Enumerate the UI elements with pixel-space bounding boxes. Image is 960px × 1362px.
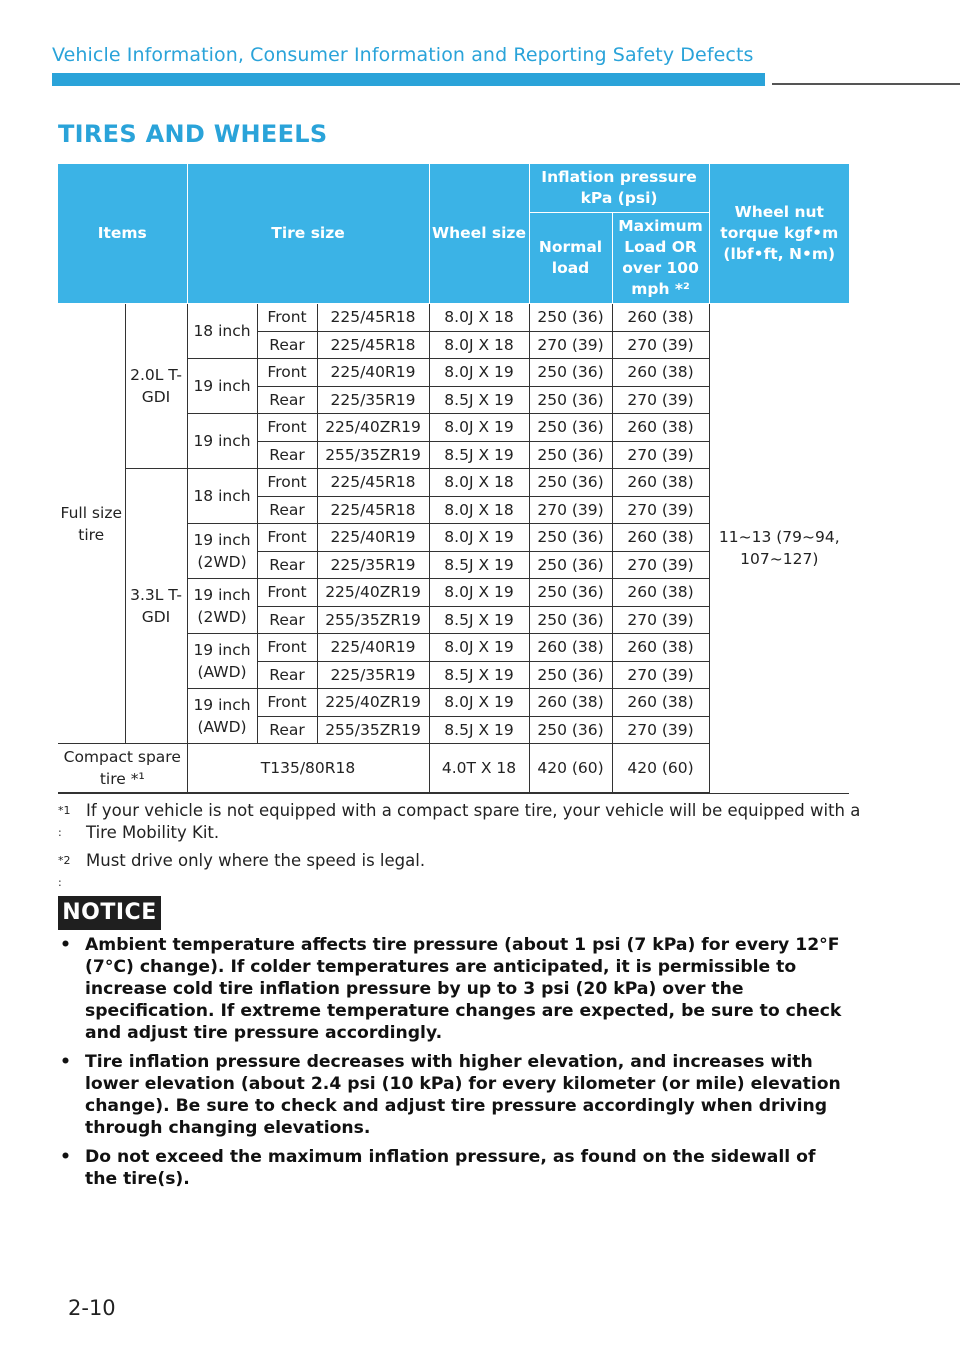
spare-tire-size: T135/80R18 — [187, 744, 429, 794]
wheel-size-group-label: 19 inch — [187, 359, 257, 414]
tire-size-value: 225/40R19 — [317, 359, 429, 387]
axle-position: Rear — [257, 441, 317, 469]
spare-wheel-size: 4.0T X 18 — [429, 744, 529, 794]
wheel-size-group-label: 19 inch — [187, 414, 257, 469]
header-wheel-nut-torque: Wheel nut torque kgf•m (lbf•ft, N•m) — [709, 164, 849, 304]
maximum-load-value: 260 (38) — [612, 634, 709, 662]
tire-size-value: 225/35R19 — [317, 661, 429, 689]
normal-load-value: 250 (36) — [529, 606, 612, 634]
page-number: 2-10 — [68, 1296, 116, 1320]
axle-position: Front — [257, 634, 317, 662]
header-tire-size: Tire size — [187, 164, 429, 304]
normal-load-value: 270 (39) — [529, 496, 612, 524]
axle-position: Rear — [257, 716, 317, 744]
bullet-icon: • — [60, 1052, 71, 1072]
wheel-size-value: 8.0J X 18 — [429, 496, 529, 524]
wheel-size-group-label: 18 inch — [187, 469, 257, 524]
wheel-size-group-label: 18 inch — [187, 304, 257, 359]
header-rule — [772, 83, 960, 85]
tire-wheel-spec-table — [58, 163, 849, 794]
normal-load-value: 250 (36) — [529, 304, 612, 332]
normal-load-value: 250 (36) — [529, 359, 612, 387]
normal-load-value: 260 (38) — [529, 689, 612, 717]
footnote-1-text: If your vehicle is not equipped with a compact spare tire, your vehicle will be equipped with a Tire Mobility Kit. — [86, 801, 861, 842]
maximum-load-value: 270 (39) — [612, 661, 709, 689]
maximum-load-value: 270 (39) — [612, 551, 709, 579]
wheel-size-value: 8.5J X 19 — [429, 386, 529, 414]
wheel-nut-torque-value: 11~13 (79~94, 107~127) — [709, 304, 849, 794]
normal-load-value: 260 (38) — [529, 634, 612, 662]
tire-size-value: 225/35R19 — [317, 386, 429, 414]
wheel-size-value: 8.0J X 18 — [429, 331, 529, 359]
notice-list — [58, 934, 848, 1197]
axle-position: Rear — [257, 606, 317, 634]
maximum-load-value: 260 (38) — [612, 469, 709, 497]
normal-load-value: 250 (36) — [529, 386, 612, 414]
wheel-size-value: 8.5J X 19 — [429, 716, 529, 744]
tire-size-value: 255/35ZR19 — [317, 441, 429, 469]
axle-position: Front — [257, 469, 317, 497]
wheel-size-value: 8.5J X 19 — [429, 661, 529, 689]
maximum-load-value: 270 (39) — [612, 716, 709, 744]
maximum-load-value: 260 (38) — [612, 359, 709, 387]
maximum-load-value: 270 (39) — [612, 606, 709, 634]
spec-table-body — [58, 304, 849, 794]
spare-normal-load: 420 (60) — [529, 744, 612, 794]
wheel-size-value: 8.0J X 19 — [429, 414, 529, 442]
wheel-size-group-label: 19 inch (AWD) — [187, 634, 257, 689]
normal-load-value: 250 (36) — [529, 716, 612, 744]
wheel-size-group-label: 19 inch (2WD) — [187, 579, 257, 634]
engine-label: 3.3L T-GDI — [125, 469, 187, 744]
normal-load-value: 250 (36) — [529, 524, 612, 552]
table-row — [58, 304, 849, 332]
footnote-2-text: Must drive only where the speed is legal. — [86, 851, 426, 870]
notice-item-text: Tire inflation pressure decreases with higher elevation, and increases with lower elevation (about 2.4 psi (10 kPa) for every kilometer (or mile) elevation change). Be sure to check and adjust tire pressure accordingly when driving through changing elevations. — [85, 1052, 841, 1138]
header-maximum-load: Maximum Load OR over 100 mph *² — [612, 213, 709, 304]
bullet-icon: • — [60, 935, 71, 955]
normal-load-value: 250 (36) — [529, 469, 612, 497]
spare-maximum-load: 420 (60) — [612, 744, 709, 794]
normal-load-value: 270 (39) — [529, 331, 612, 359]
tire-size-value: 225/45R18 — [317, 469, 429, 497]
normal-load-value: 250 (36) — [529, 579, 612, 607]
bullet-icon: • — [60, 1147, 71, 1167]
full-size-tire-label: Full size tire — [58, 304, 125, 744]
notice-item — [58, 1146, 848, 1190]
tire-size-value: 225/35R19 — [317, 551, 429, 579]
tire-size-value: 225/40R19 — [317, 524, 429, 552]
tire-size-value: 255/35ZR19 — [317, 716, 429, 744]
axle-position: Rear — [257, 496, 317, 524]
maximum-load-value: 270 (39) — [612, 441, 709, 469]
maximum-load-value: 270 (39) — [612, 331, 709, 359]
header-normal-load: Normal load — [529, 213, 612, 304]
axle-position: Front — [257, 359, 317, 387]
tire-size-value: 225/45R18 — [317, 331, 429, 359]
axle-position: Front — [257, 414, 317, 442]
notice-item — [58, 1051, 848, 1139]
wheel-size-value: 8.5J X 19 — [429, 551, 529, 579]
tire-size-value: 225/45R18 — [317, 304, 429, 332]
tire-size-value: 225/45R18 — [317, 496, 429, 524]
wheel-size-value: 8.0J X 19 — [429, 634, 529, 662]
wheel-size-value: 8.0J X 19 — [429, 359, 529, 387]
maximum-load-value: 260 (38) — [612, 689, 709, 717]
spare-tire-label: Compact spare tire *¹ — [58, 744, 187, 794]
engine-label: 2.0L T-GDI — [125, 304, 187, 469]
header-accent-bar — [52, 73, 765, 86]
maximum-load-value: 260 (38) — [612, 304, 709, 332]
normal-load-value: 250 (36) — [529, 661, 612, 689]
tire-size-value: 225/40ZR19 — [317, 579, 429, 607]
section-title: TIRES AND WHEELS — [58, 120, 328, 148]
wheel-size-value: 8.0J X 19 — [429, 689, 529, 717]
notice-item-text: Do not exceed the maximum inflation pressure, as found on the sidewall of the tire(s). — [85, 1147, 816, 1189]
axle-position: Front — [257, 579, 317, 607]
axle-position: Rear — [257, 661, 317, 689]
maximum-load-value: 260 (38) — [612, 579, 709, 607]
wheel-size-value: 8.0J X 18 — [429, 469, 529, 497]
wheel-size-value: 8.5J X 19 — [429, 441, 529, 469]
axle-position: Rear — [257, 551, 317, 579]
wheel-size-group-label: 19 inch (2WD) — [187, 524, 257, 579]
maximum-load-value: 270 (39) — [612, 386, 709, 414]
wheel-size-group-label: 19 inch (AWD) — [187, 689, 257, 744]
header-wheel-size: Wheel size — [429, 164, 529, 304]
tire-size-value: 225/40ZR19 — [317, 414, 429, 442]
header-items: Items — [58, 164, 187, 304]
running-header-title: Vehicle Information, Consumer Information and Reporting Safety Defects — [52, 44, 754, 66]
footnote-2-mark: *2 : — [58, 854, 71, 889]
notice-item-text: Ambient temperature affects tire pressure (about 1 psi (7 kPa) for every 12°F (7°C) change). If colder temperatures are anticipated, it is permissible to increase cold tire inflation pressure by up to 3 psi (20 kPa) over the specification. If extreme temperature changes are expected, be sure to check and adjust tire pressure accordingly. — [85, 935, 842, 1043]
maximum-load-value: 270 (39) — [612, 496, 709, 524]
normal-load-value: 250 (36) — [529, 551, 612, 579]
header-inflation-pressure: Inflation pressure kPa (psi) — [529, 164, 709, 213]
axle-position: Front — [257, 524, 317, 552]
tire-size-value: 225/40R19 — [317, 634, 429, 662]
wheel-size-value: 8.0J X 19 — [429, 579, 529, 607]
axle-position: Rear — [257, 331, 317, 359]
normal-load-value: 250 (36) — [529, 414, 612, 442]
notice-badge: NOTICE — [58, 896, 161, 930]
axle-position: Front — [257, 304, 317, 332]
normal-load-value: 250 (36) — [529, 441, 612, 469]
axle-position: Rear — [257, 386, 317, 414]
axle-position: Front — [257, 689, 317, 717]
wheel-size-value: 8.5J X 19 — [429, 606, 529, 634]
notice-item — [58, 934, 848, 1044]
maximum-load-value: 260 (38) — [612, 414, 709, 442]
maximum-load-value: 260 (38) — [612, 524, 709, 552]
tire-size-value: 255/35ZR19 — [317, 606, 429, 634]
footnote-1-mark: *1 : — [58, 804, 71, 839]
wheel-size-value: 8.0J X 19 — [429, 524, 529, 552]
tire-size-value: 225/40ZR19 — [317, 689, 429, 717]
wheel-size-value: 8.0J X 18 — [429, 304, 529, 332]
